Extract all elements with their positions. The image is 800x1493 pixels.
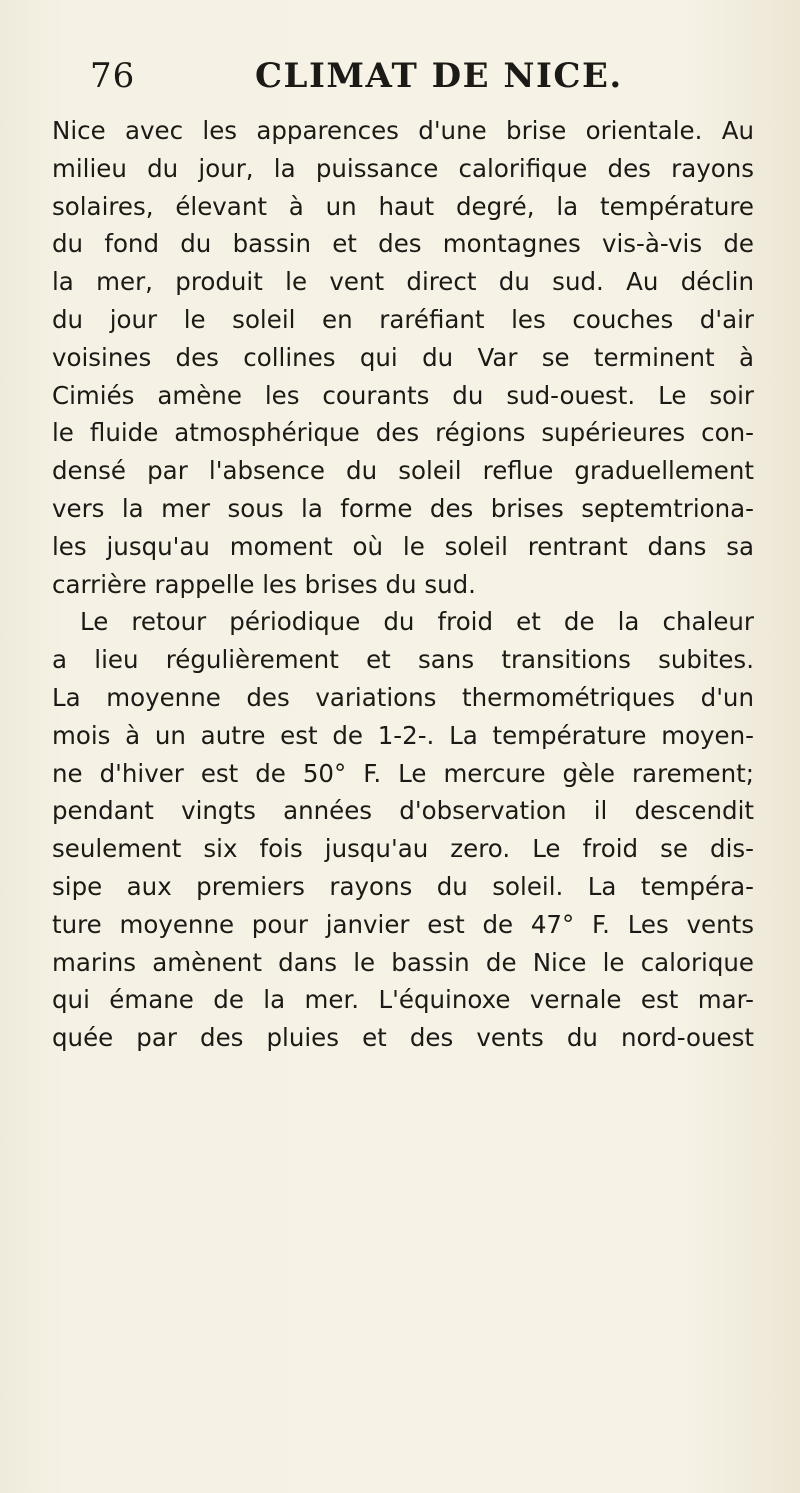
- text-line: seulement six fois jusqu'au zero. Le froid se dis-: [52, 834, 754, 864]
- page-number: 76: [90, 56, 136, 96]
- text-line: ture moyenne pour janvier est de 47° F. Les vents: [52, 909, 754, 939]
- text-line: qui émane de la mer. L'équinoxe vernale est mar-: [52, 985, 754, 1015]
- paragraph-start-line: Le retour périodique du froid et de la chaleur: [80, 607, 754, 637]
- text-line: sipe aux premiers rayons du soleil. La tempéra-: [52, 871, 754, 901]
- running-title: CLIMAT DE NICE.: [255, 56, 623, 96]
- text-line: vers la mer sous la forme des brises septemtriona-: [52, 493, 754, 523]
- text-line: densé par l'absence du soleil reflue graduellement: [52, 456, 754, 486]
- text-line: a lieu régulièrement et sans transitions subites.: [52, 645, 754, 675]
- text-line: le fluide atmosphérique des régions supérieures con-: [52, 418, 754, 448]
- body-text: [52, 112, 754, 1057]
- text-line: pendant vingts années d'observation il descendit: [52, 796, 754, 826]
- text-line: du fond du bassin et des montagnes vis-à-vis de: [52, 229, 754, 259]
- text-line: mois à un autre est de 1-2-. La température moyen-: [52, 720, 754, 750]
- paragraph-end-line: carrière rappelle les brises du sud.: [52, 569, 476, 599]
- text-line: La moyenne des variations thermométriques d'un: [52, 682, 754, 712]
- text-line: ne d'hiver est de 50° F. Le mercure gèle rarement;: [52, 758, 754, 788]
- text-line: voisines des collines qui du Var se terminent à: [52, 342, 754, 372]
- text-line: Nice avec les apparences d'une brise orientale. Au: [52, 116, 754, 145]
- text-line: Cimiés amène les courants du sud-ouest. Le soir: [52, 380, 754, 410]
- text-line: la mer, produit le vent direct du sud. Au déclin: [52, 267, 754, 297]
- text-line: du jour le soleil en raréfiant les couches d'air: [52, 304, 754, 334]
- text-line: quée par des pluies et des vents du nord-ouest: [52, 1023, 754, 1053]
- text-line: marins amènent dans le bassin de Nice le calorique: [52, 947, 754, 977]
- text-line: les jusqu'au moment où le soleil rentrant dans sa: [52, 531, 754, 561]
- text-line: milieu du jour, la puissance calorifique des rayons: [52, 153, 754, 183]
- text-line: solaires, élevant à un haut degré, la température: [52, 191, 754, 221]
